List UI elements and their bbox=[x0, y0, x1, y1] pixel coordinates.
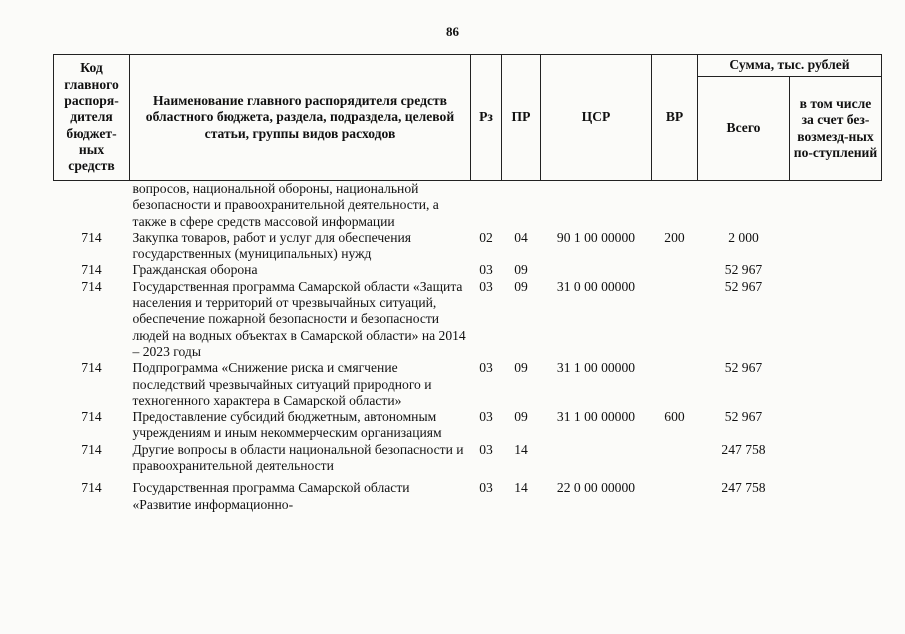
cell-free bbox=[790, 181, 882, 230]
cell-code: 714 bbox=[81, 229, 102, 245]
table-row bbox=[54, 181, 882, 230]
cell-code bbox=[54, 181, 130, 230]
cell-csr: 31 1 00 00000 bbox=[556, 409, 636, 425]
table-body bbox=[54, 181, 882, 513]
header-csr: ЦСР bbox=[541, 55, 652, 181]
cell-total: 247 758 bbox=[721, 480, 766, 496]
cell-rz: 03 bbox=[479, 480, 493, 496]
cell-free bbox=[790, 480, 882, 513]
cell-free bbox=[790, 279, 882, 360]
cell-name: Предоставление субсидий бюджетным, автономным учреждениям и иным некоммерческим организациям bbox=[132, 409, 442, 441]
cell-csr: 90 1 00 00000 bbox=[556, 229, 636, 245]
page-number: 86 bbox=[446, 24, 459, 39]
cell-total bbox=[698, 181, 790, 230]
cell-pr: 04 bbox=[514, 229, 528, 245]
cell-rz: 03 bbox=[479, 409, 493, 425]
cell-free bbox=[790, 230, 882, 263]
cell-free bbox=[790, 409, 882, 442]
cell-name: вопросов, национальной обороны, национальной безопасности и правоохранительной деятельности, а также в сфере средств массовой информации bbox=[132, 181, 439, 229]
cell-pr: 09 bbox=[514, 409, 528, 425]
cell-pr: 09 bbox=[514, 262, 528, 278]
cell-name: Закупка товаров, работ и услуг для обеспечения государственных (муниципальных) нужд bbox=[132, 229, 411, 262]
header-gratuitous: в том числе за счет без-возмезд-ных по-ступлений bbox=[790, 77, 882, 181]
cell-pr: 09 bbox=[514, 278, 528, 294]
cell-total: 52 967 bbox=[724, 409, 763, 425]
cell-rz: 03 bbox=[479, 262, 493, 278]
cell-code: 714 bbox=[81, 409, 102, 425]
cell-total: 52 967 bbox=[724, 278, 763, 294]
header-vr: ВР bbox=[652, 55, 698, 181]
header-rz: Рз bbox=[471, 55, 502, 181]
cell-rz: 03 bbox=[479, 278, 493, 294]
cell-name: Гражданская оборона bbox=[132, 262, 258, 278]
cell-csr bbox=[541, 442, 652, 475]
table-row bbox=[54, 360, 882, 409]
table-row bbox=[54, 409, 882, 442]
cell-pr: 09 bbox=[514, 360, 528, 376]
cell-csr: 31 0 00 00000 bbox=[556, 278, 636, 294]
cell-rz: 02 bbox=[479, 229, 493, 245]
cell-code: 714 bbox=[81, 441, 102, 457]
cell-csr bbox=[541, 262, 652, 278]
cell-total: 247 758 bbox=[721, 441, 766, 457]
table-row bbox=[54, 442, 882, 475]
cell-pr: 14 bbox=[514, 441, 528, 457]
cell-code: 714 bbox=[81, 262, 102, 278]
header-total: Всего bbox=[698, 77, 790, 181]
cell-vr: 600 bbox=[664, 409, 685, 425]
cell-code: 714 bbox=[81, 278, 102, 294]
header-pr: ПР bbox=[502, 55, 541, 181]
budget-table bbox=[53, 54, 882, 513]
cell-vr bbox=[652, 360, 698, 409]
cell-rz: 03 bbox=[479, 441, 493, 457]
cell-vr bbox=[652, 181, 698, 230]
table-header bbox=[54, 55, 882, 181]
cell-csr: 22 0 00 00000 bbox=[556, 480, 636, 496]
cell-vr bbox=[652, 279, 698, 360]
header-name: Наименование главного распорядителя средств областного бюджета, раздела, подраздела, целевой статьи, группы видов расходов bbox=[130, 55, 471, 181]
table-row bbox=[54, 279, 882, 360]
table-row bbox=[54, 480, 882, 513]
table-row bbox=[54, 262, 882, 278]
cell-vr: 200 bbox=[664, 229, 685, 245]
cell-pr bbox=[502, 181, 541, 230]
cell-code: 714 bbox=[81, 480, 102, 496]
cell-total: 2 000 bbox=[728, 229, 759, 245]
cell-vr bbox=[652, 442, 698, 475]
cell-rz bbox=[471, 181, 502, 230]
cell-total: 52 967 bbox=[724, 262, 763, 278]
cell-name: Подпрограмма «Снижение риска и смягчение последствий чрезвычайных ситуаций природного и техногенного характера в Самарской области» bbox=[132, 360, 432, 408]
header-sum: Сумма, тыс. рублей bbox=[698, 55, 882, 77]
cell-pr: 14 bbox=[514, 480, 528, 496]
cell-name: Другие вопросы в области национальной безопасности и правоохранительной деятельности bbox=[132, 441, 464, 474]
cell-vr bbox=[652, 480, 698, 513]
cell-rz: 03 bbox=[479, 360, 493, 376]
cell-free bbox=[790, 442, 882, 475]
cell-name: Государственная программа Самарской области «Защита населения и территорий от чрезвычайных ситуаций, обеспечение пожарной безопасности и безопасности людей на водных объектах в Самарской области» на 2014 – 2023 годы bbox=[132, 278, 466, 359]
cell-free bbox=[790, 262, 882, 278]
cell-free bbox=[790, 360, 882, 409]
cell-name: Государственная программа Самарской области «Развитие информационно- bbox=[132, 480, 410, 512]
header-code: Код главного распоря-дителя бюджет-ных средств bbox=[54, 55, 130, 181]
cell-csr bbox=[541, 181, 652, 230]
cell-vr bbox=[652, 262, 698, 278]
cell-csr: 31 1 00 00000 bbox=[556, 360, 636, 376]
table-row bbox=[54, 230, 882, 263]
cell-total: 52 967 bbox=[724, 360, 763, 376]
cell-code: 714 bbox=[81, 360, 102, 376]
